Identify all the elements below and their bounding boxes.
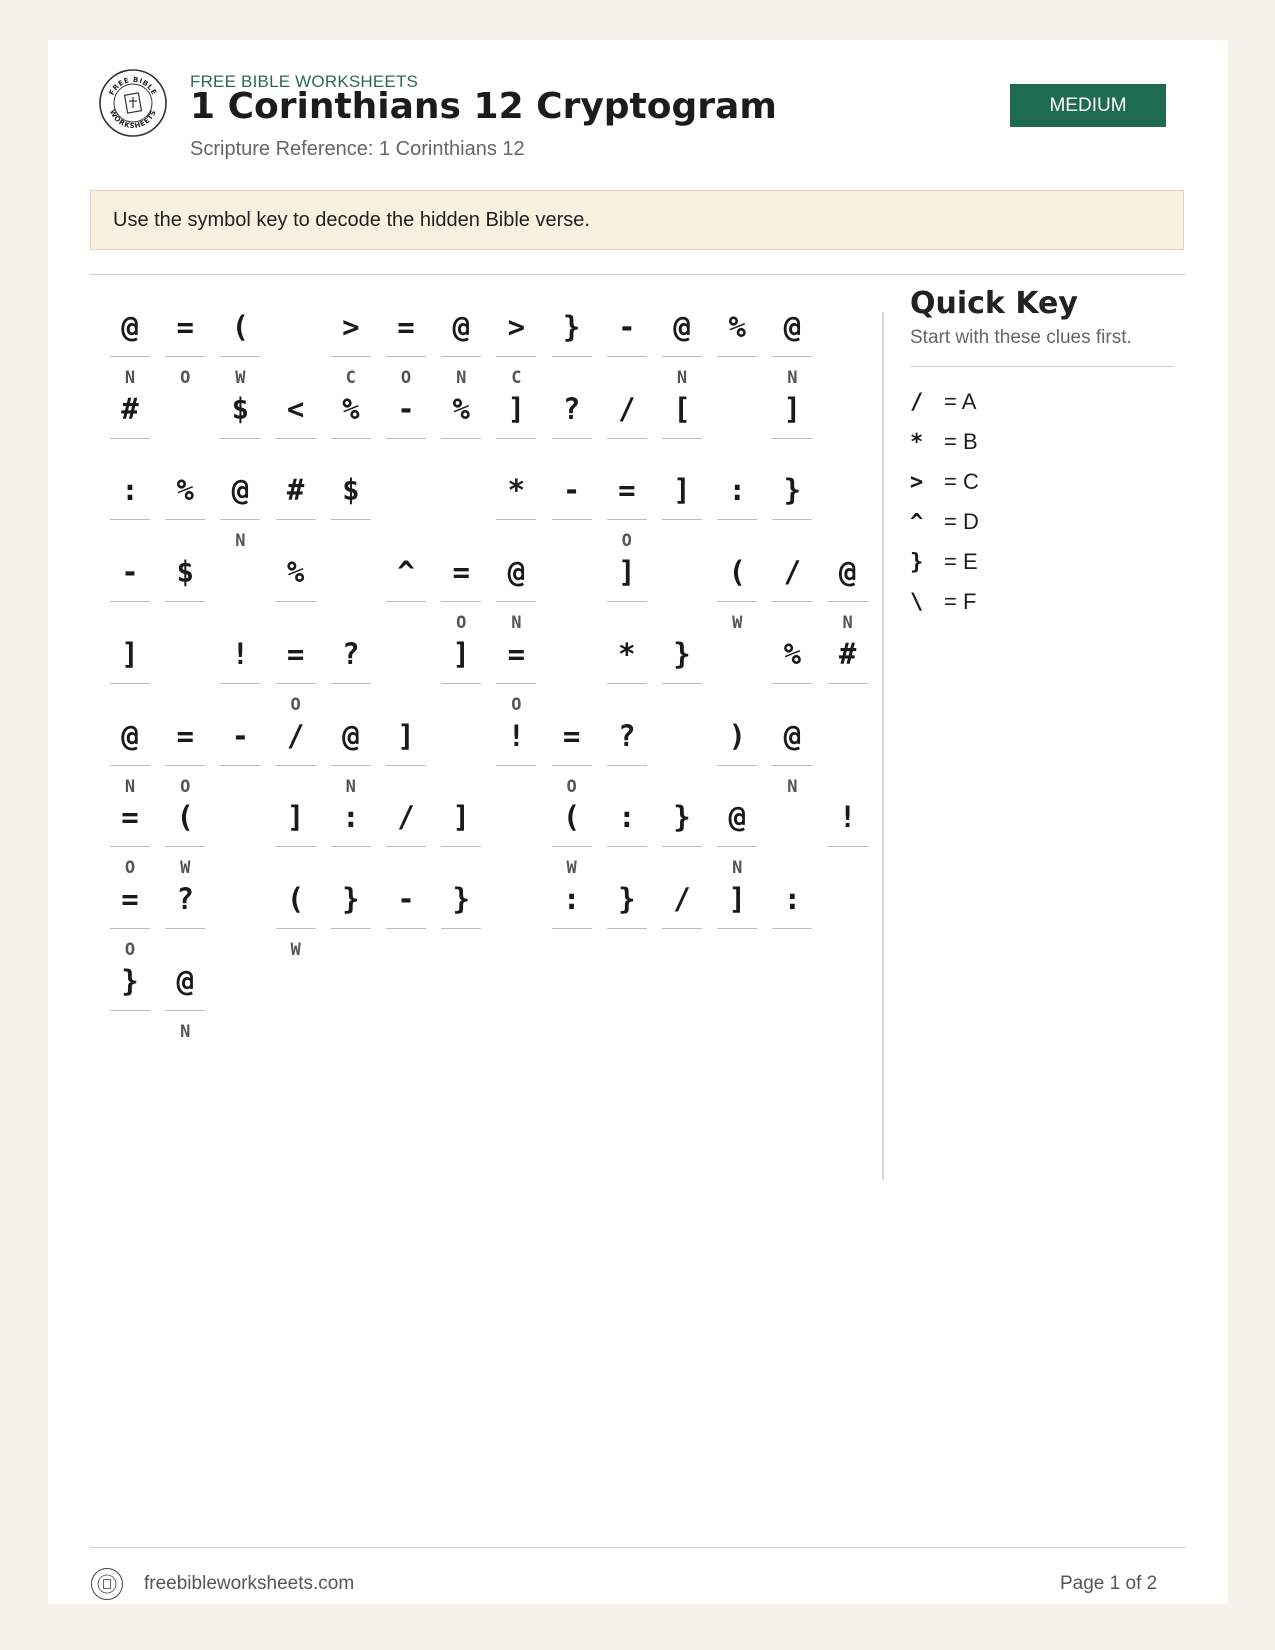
answer-line[interactable] — [607, 519, 647, 520]
cipher-symbol: % — [452, 391, 470, 426]
cipher-symbol: ! — [507, 718, 526, 753]
hint-letter: O — [124, 858, 136, 879]
key-value: = E — [944, 549, 978, 574]
cipher-symbol: % — [728, 310, 746, 344]
answer-line[interactable] — [386, 846, 426, 847]
cipher-symbol: = — [121, 881, 139, 916]
cipher-symbol: = — [397, 310, 415, 344]
answer-line[interactable] — [717, 928, 757, 929]
cipher-cell[interactable] — [386, 870, 426, 990]
worksheet-page — [48, 40, 1228, 1604]
cipher-symbol: @ — [783, 718, 802, 753]
hint-letter: O — [290, 694, 301, 715]
cipher-symbol: - — [121, 555, 139, 590]
answer-line[interactable] — [441, 356, 481, 357]
answer-line[interactable] — [110, 683, 150, 684]
hint-letter: C — [345, 368, 356, 388]
answer-line[interactable] — [331, 765, 371, 766]
answer-line[interactable] — [110, 601, 150, 602]
quick-key-title: Quick Key — [910, 286, 1078, 321]
cipher-symbol: @ — [673, 310, 691, 344]
hint-letter: W — [290, 939, 301, 960]
hint-letter: N — [787, 368, 798, 388]
page-title: 1 Corinthians 12 Cryptogram — [190, 86, 777, 127]
cipher-symbol: = — [618, 473, 636, 508]
cipher-symbol: < — [286, 391, 305, 426]
cipher-symbol: * — [618, 636, 636, 671]
cipher-cell[interactable] — [441, 870, 481, 990]
cipher-symbol: > — [507, 310, 526, 344]
hint-letter: N — [345, 776, 356, 797]
answer-line[interactable] — [331, 846, 371, 847]
cipher-symbol: : — [728, 473, 746, 508]
answer-line[interactable] — [607, 928, 647, 929]
cipher-symbol: % — [342, 391, 360, 426]
answer-line[interactable] — [717, 765, 757, 766]
cipher-cell[interactable] — [276, 870, 316, 990]
hint-letter: O — [566, 776, 577, 797]
answer-line[interactable] — [828, 601, 868, 602]
brand-name: FREE BIBLE WORKSHEETS — [190, 72, 419, 91]
cipher-symbol: / — [618, 391, 636, 426]
key-value: = F — [944, 589, 977, 614]
answer-line[interactable] — [110, 1010, 150, 1011]
hint-letter: C — [511, 368, 522, 388]
answer-line[interactable] — [607, 765, 647, 766]
answer-line[interactable] — [607, 438, 647, 439]
logo-text-bottom: WORKSHEETS — [107, 108, 158, 131]
cipher-cell[interactable] — [441, 380, 481, 500]
answer-line[interactable] — [331, 356, 371, 357]
answer-line[interactable] — [662, 356, 702, 357]
cipher-cell[interactable] — [496, 707, 536, 827]
cipher-cell[interactable] — [220, 461, 260, 581]
cipher-cell[interactable] — [386, 380, 426, 500]
cipher-symbol: % — [176, 473, 194, 508]
cipher-symbol: = — [176, 310, 194, 344]
answer-line[interactable] — [165, 928, 205, 929]
cipher-symbol: - — [562, 473, 581, 508]
answer-line[interactable] — [110, 356, 150, 357]
cipher-symbol: } — [673, 800, 691, 835]
key-symbol: > — [910, 469, 924, 495]
hint-letter: N — [180, 1021, 191, 1042]
answer-line[interactable] — [607, 683, 647, 684]
answer-line[interactable] — [220, 438, 260, 439]
cipher-cell[interactable] — [165, 952, 205, 1072]
answer-line[interactable] — [828, 846, 868, 847]
answer-line[interactable] — [276, 438, 316, 439]
cipher-symbol: } — [121, 963, 139, 998]
answer-line[interactable] — [386, 438, 426, 439]
answer-line[interactable] — [662, 683, 702, 684]
cipher-symbol: / — [286, 718, 305, 753]
cipher-symbol: ] — [783, 391, 802, 426]
cipher-symbol: ] — [286, 800, 305, 835]
answer-line[interactable] — [110, 846, 150, 847]
cipher-symbol: ! — [838, 800, 857, 835]
cipher-cell[interactable] — [165, 298, 205, 418]
cipher-symbol: @ — [231, 473, 250, 508]
answer-line[interactable] — [110, 438, 150, 439]
cipher-cell[interactable] — [607, 870, 647, 990]
answer-line[interactable] — [496, 765, 536, 766]
cipher-cell[interactable] — [110, 952, 150, 1072]
cipher-symbol: ] — [121, 636, 139, 671]
quick-key-entry — [910, 582, 979, 622]
cipher-symbol: ( — [286, 881, 305, 916]
cipher-symbol: $ — [176, 555, 194, 590]
answer-line[interactable] — [496, 356, 536, 357]
key-symbol: / — [910, 389, 924, 415]
quick-key-divider — [910, 366, 1174, 367]
cipher-symbol: ? — [176, 881, 194, 916]
answer-line[interactable] — [552, 519, 592, 520]
answer-line[interactable] — [165, 765, 205, 766]
cipher-symbol: @ — [783, 310, 802, 344]
answer-line[interactable] — [662, 519, 702, 520]
answer-line[interactable] — [772, 601, 812, 602]
answer-line[interactable] — [607, 846, 647, 847]
cipher-cell[interactable] — [552, 461, 592, 581]
cipher-symbol: ^ — [397, 555, 415, 590]
cipher-symbol: * — [507, 473, 526, 508]
hint-letter: W — [566, 858, 577, 879]
cipher-cell[interactable] — [662, 870, 702, 990]
cipher-cell[interactable] — [331, 870, 371, 990]
key-value: = B — [944, 429, 978, 454]
answer-line[interactable] — [441, 601, 481, 602]
cipher-symbol: } — [342, 881, 360, 916]
logo-text-top: FREE BIBLE — [107, 75, 159, 97]
answer-line[interactable] — [220, 765, 260, 766]
answer-line[interactable] — [496, 601, 536, 602]
cipher-symbol: ? — [342, 636, 360, 671]
cipher-cell[interactable] — [331, 461, 371, 581]
cipher-symbol: $ — [231, 391, 250, 426]
key-value: = D — [944, 509, 979, 534]
cipher-symbol: ] — [618, 555, 636, 590]
cipher-symbol: ] — [397, 718, 415, 753]
answer-line[interactable] — [772, 356, 812, 357]
quick-key-list — [910, 382, 979, 622]
hint-letter: W — [235, 368, 246, 388]
cipher-cell[interactable] — [441, 625, 481, 745]
cipher-symbol: = — [286, 636, 305, 671]
cipher-symbol: = — [121, 800, 139, 835]
cipher-symbol: ( — [231, 310, 250, 344]
cipher-symbol: - — [397, 881, 415, 916]
answer-line[interactable] — [331, 438, 371, 439]
cipher-symbol: } — [783, 473, 802, 508]
answer-line[interactable] — [110, 519, 150, 520]
cipher-symbol: } — [618, 881, 636, 916]
key-value: = C — [944, 469, 979, 494]
cipher-cell[interactable] — [772, 707, 812, 827]
cipher-cell[interactable] — [717, 298, 757, 418]
answer-line[interactable] — [386, 765, 426, 766]
quick-key-entry — [910, 502, 979, 542]
cipher-symbol: = — [452, 555, 470, 590]
hint-letter: O — [180, 368, 191, 388]
answer-line[interactable] — [165, 1010, 205, 1011]
hint-letter: N — [124, 776, 136, 797]
cipher-cell[interactable] — [717, 543, 757, 663]
cipher-symbol: > — [342, 310, 360, 344]
answer-line[interactable] — [386, 928, 426, 929]
cipher-symbol: % — [286, 555, 305, 590]
cryptogram-grid — [48, 40, 1228, 1240]
cipher-symbol: # — [286, 473, 305, 508]
cipher-symbol: : — [783, 881, 802, 916]
hint-letter: O — [124, 939, 136, 960]
footer-site: freebibleworksheets.com — [144, 1573, 355, 1594]
answer-line[interactable] — [165, 519, 205, 520]
hint-letter: W — [732, 613, 743, 634]
instructions-text: Use the symbol key to decode the hidden Bible verse. — [113, 208, 590, 231]
cipher-symbol: ] — [673, 473, 691, 508]
page-number: Page 1 of 2 — [1060, 1573, 1158, 1594]
answer-line[interactable] — [220, 356, 260, 357]
answer-line[interactable] — [441, 928, 481, 929]
vertical-divider — [882, 312, 884, 1180]
cipher-symbol: ! — [231, 636, 250, 671]
answer-line[interactable] — [662, 846, 702, 847]
cipher-symbol: = — [562, 718, 581, 753]
quick-key-entry — [910, 382, 979, 422]
cipher-symbol: ( — [562, 800, 581, 835]
answer-line[interactable] — [441, 683, 481, 684]
difficulty-badge: MEDIUM — [1010, 84, 1166, 127]
cipher-cell[interactable] — [717, 870, 757, 990]
answer-line[interactable] — [220, 683, 260, 684]
cipher-cell[interactable] — [220, 707, 260, 827]
cipher-symbol: - — [231, 718, 250, 753]
hint-letter: N — [842, 613, 853, 634]
answer-line[interactable] — [552, 846, 592, 847]
answer-line[interactable] — [441, 438, 481, 439]
cipher-symbol: - — [618, 310, 636, 344]
cipher-symbol: @ — [728, 800, 746, 835]
quick-key-entry — [910, 542, 979, 582]
cipher-symbol: ( — [176, 800, 194, 835]
cipher-symbol: : — [562, 881, 581, 916]
hint-letter: W — [180, 858, 191, 879]
cipher-symbol: @ — [838, 555, 857, 590]
answer-line[interactable] — [772, 765, 812, 766]
footer-divider — [90, 1547, 1186, 1548]
answer-line[interactable] — [165, 601, 205, 602]
key-symbol: * — [910, 429, 924, 455]
cipher-symbol: = — [176, 718, 194, 753]
cipher-symbol: $ — [342, 473, 360, 508]
scripture-reference: Scripture Reference: 1 Corinthians 12 — [190, 138, 525, 160]
cipher-symbol: ? — [618, 718, 636, 753]
cipher-symbol: } — [673, 636, 691, 671]
answer-line[interactable] — [496, 438, 536, 439]
cipher-symbol: ] — [452, 800, 470, 835]
key-symbol: \ — [910, 589, 924, 615]
cipher-cell[interactable] — [386, 543, 426, 663]
answer-line[interactable] — [386, 601, 426, 602]
cipher-symbol: / — [397, 800, 415, 835]
hint-letter: N — [787, 776, 798, 797]
hint-letter: N — [732, 858, 743, 879]
cipher-cell[interactable] — [662, 461, 702, 581]
cipher-symbol: = — [507, 636, 526, 671]
cipher-symbol: ] — [507, 391, 526, 426]
cipher-symbol: / — [783, 555, 802, 590]
cipher-cell[interactable] — [772, 870, 812, 990]
answer-line[interactable] — [717, 519, 757, 520]
cipher-symbol: % — [783, 636, 802, 671]
answer-line[interactable] — [607, 601, 647, 602]
answer-line[interactable] — [552, 356, 592, 357]
answer-line[interactable] — [552, 438, 592, 439]
answer-line[interactable] — [607, 356, 647, 357]
answer-line[interactable] — [552, 765, 592, 766]
cipher-symbol: @ — [342, 718, 360, 753]
answer-line[interactable] — [496, 683, 536, 684]
cipher-symbol: [ — [673, 391, 691, 426]
cipher-cell[interactable] — [165, 543, 205, 663]
answer-line[interactable] — [441, 846, 481, 847]
cipher-cell[interactable] — [828, 788, 868, 908]
cipher-symbol: @ — [176, 963, 194, 998]
answer-line[interactable] — [772, 438, 812, 439]
answer-line[interactable] — [276, 601, 316, 602]
key-value: = A — [944, 389, 977, 414]
cipher-symbol: ) — [728, 718, 746, 753]
cipher-symbol: - — [397, 391, 415, 426]
cipher-symbol: } — [562, 310, 581, 344]
hint-letter: N — [511, 613, 522, 634]
cipher-symbol: / — [673, 881, 691, 916]
answer-line[interactable] — [772, 928, 812, 929]
answer-line[interactable] — [331, 519, 371, 520]
answer-line[interactable] — [276, 683, 316, 684]
answer-line[interactable] — [772, 519, 812, 520]
cipher-symbol: } — [452, 881, 470, 916]
answer-line[interactable] — [772, 683, 812, 684]
cipher-symbol: : — [618, 800, 636, 835]
answer-line[interactable] — [496, 519, 536, 520]
answer-line[interactable] — [717, 356, 757, 357]
cipher-symbol: # — [121, 391, 139, 426]
quick-key-entry — [910, 462, 979, 502]
answer-line[interactable] — [662, 438, 702, 439]
answer-line[interactable] — [717, 846, 757, 847]
quick-key-subtitle: Start with these clues first. — [910, 327, 1132, 348]
hint-letter: O — [621, 531, 632, 552]
cipher-cell[interactable] — [828, 625, 868, 745]
hint-letter: O — [456, 613, 467, 634]
footer-logo-icon — [90, 1567, 124, 1601]
cipher-cell[interactable] — [552, 870, 592, 990]
cipher-symbol: : — [342, 800, 360, 835]
answer-line[interactable] — [165, 846, 205, 847]
cipher-cell[interactable] — [662, 625, 702, 745]
answer-line[interactable] — [717, 601, 757, 602]
answer-line[interactable] — [110, 765, 150, 766]
hint-letter: N — [456, 368, 467, 388]
answer-line[interactable] — [276, 846, 316, 847]
cipher-symbol: @ — [452, 310, 470, 344]
hint-letter: N — [676, 368, 688, 388]
answer-line[interactable] — [220, 519, 260, 520]
answer-line[interactable] — [662, 928, 702, 929]
cipher-symbol: # — [838, 636, 857, 671]
quick-key-entry — [910, 422, 979, 462]
answer-line[interactable] — [331, 928, 371, 929]
key-symbol: } — [910, 549, 924, 575]
answer-line[interactable] — [276, 928, 316, 929]
answer-line[interactable] — [165, 356, 205, 357]
hint-letter: O — [511, 694, 522, 715]
key-symbol: ^ — [910, 509, 924, 535]
cipher-symbol: ] — [452, 636, 470, 671]
hint-letter: N — [235, 531, 246, 552]
cipher-symbol: ? — [562, 391, 581, 426]
answer-line[interactable] — [552, 928, 592, 929]
answer-line[interactable] — [276, 765, 316, 766]
answer-line[interactable] — [110, 928, 150, 929]
cipher-symbol: ( — [728, 555, 746, 590]
hint-letter: O — [180, 776, 191, 797]
cipher-symbol: @ — [507, 555, 526, 590]
cipher-symbol: ] — [728, 881, 746, 916]
cipher-symbol: @ — [121, 310, 139, 344]
hint-letter: O — [400, 368, 412, 388]
hint-letter: N — [124, 368, 136, 388]
cipher-symbol: : — [121, 473, 139, 508]
cipher-symbol: @ — [121, 718, 139, 753]
answer-line[interactable] — [828, 683, 868, 684]
answer-line[interactable] — [331, 683, 371, 684]
answer-line[interactable] — [276, 519, 316, 520]
answer-line[interactable] — [386, 356, 426, 357]
